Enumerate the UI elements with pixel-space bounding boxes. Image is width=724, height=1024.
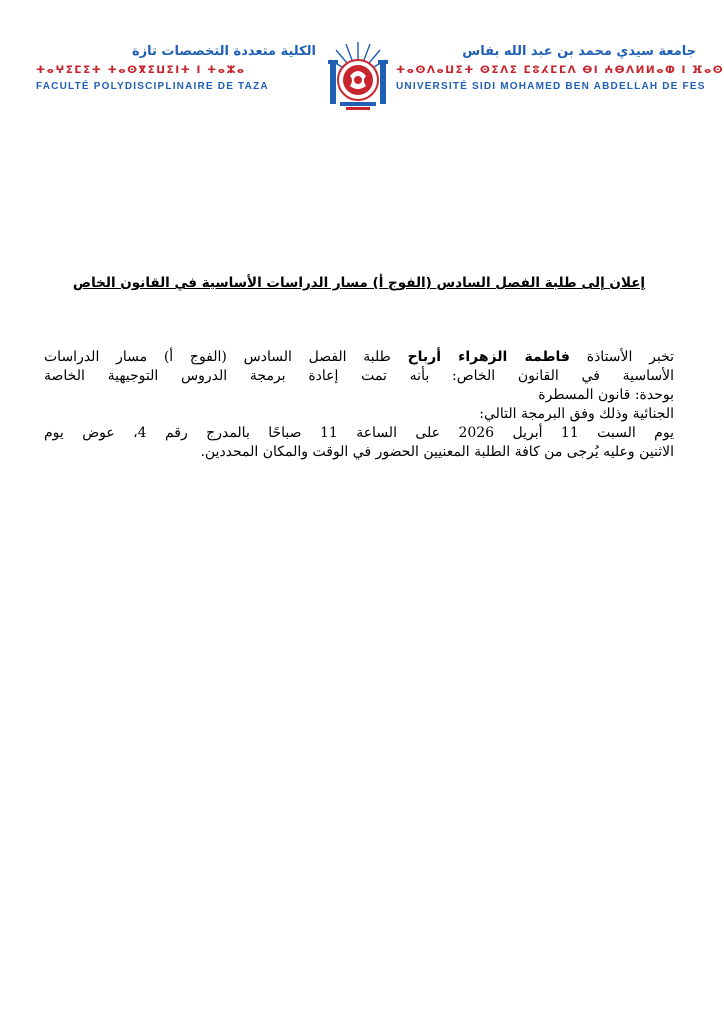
faculty-name-arabic: الكلية متعددة التخصصات تازة [131, 44, 316, 59]
announcement-body [44, 348, 674, 462]
university-name-tifinagh: ⵜⴰⵙⴷⴰⵡⵉⵜ ⵙⵉⴷⵉ ⵎⵓⵃⵎⵎⴷ ⴱⵏ ⵄⴱⴷⵍⵍⴰⵀ ⵏ ⴼⴰⵙ [396, 64, 724, 76]
announcement-title: إعلان إلى طلبة الفصل السادس (الفوج أ) مسار الدراسات الأساسية في القانون الخاص [72, 275, 646, 291]
university-name-block [396, 44, 724, 94]
professor-name: فاطمة الزهراء أرباح [407, 349, 570, 365]
body-line-4: الجنائية وذلك وفق البرمجة التالي: [479, 406, 674, 422]
body-line-3: بوحدة: قانون المسطرة [538, 387, 674, 403]
faculty-name-tifinagh: ⵜⴰⵖⵉⵎⵉⵜ ⵜⴰⵙⴳⵉⵡⵉⵏⵜ ⵏ ⵜⴰⵣⴰ [36, 64, 246, 76]
line1-suffix: طلبة الفصل السادس (الفوج أ) مسار الدراسات [44, 349, 391, 365]
university-name-french: UNIVERSITÉ SIDI MOHAMED BEN ABDELLAH DE FES [396, 81, 706, 92]
university-name-arabic: جامعة سيدي محمد بن عبد الله بفاس [462, 44, 696, 59]
faculty-name-french: FACULTÉ POLYDISCIPLINAIRE DE TAZA [36, 81, 269, 92]
university-emblem-icon [326, 40, 390, 112]
line1-prefix: تخبر الأستاذة [586, 349, 675, 365]
body-line-1 [44, 348, 674, 367]
body-line-6: الاثنين وعليه يُرجى من كافة الطلبة المعنيين الحضور في الوقت والمكان المحددين. [200, 444, 674, 460]
faculty-name-block [36, 44, 316, 94]
body-line-5: يوم السبت 11 أبريل 2026 على الساعة 11 صباحًا بالمدرج رقم 4، عوض يوم [44, 425, 674, 441]
body-line-2: الأساسية في القانون الخاص: بأنه تمت إعادة برمجة الدروس التوجيهية الخاصة [44, 368, 674, 384]
page-header [0, 0, 724, 120]
